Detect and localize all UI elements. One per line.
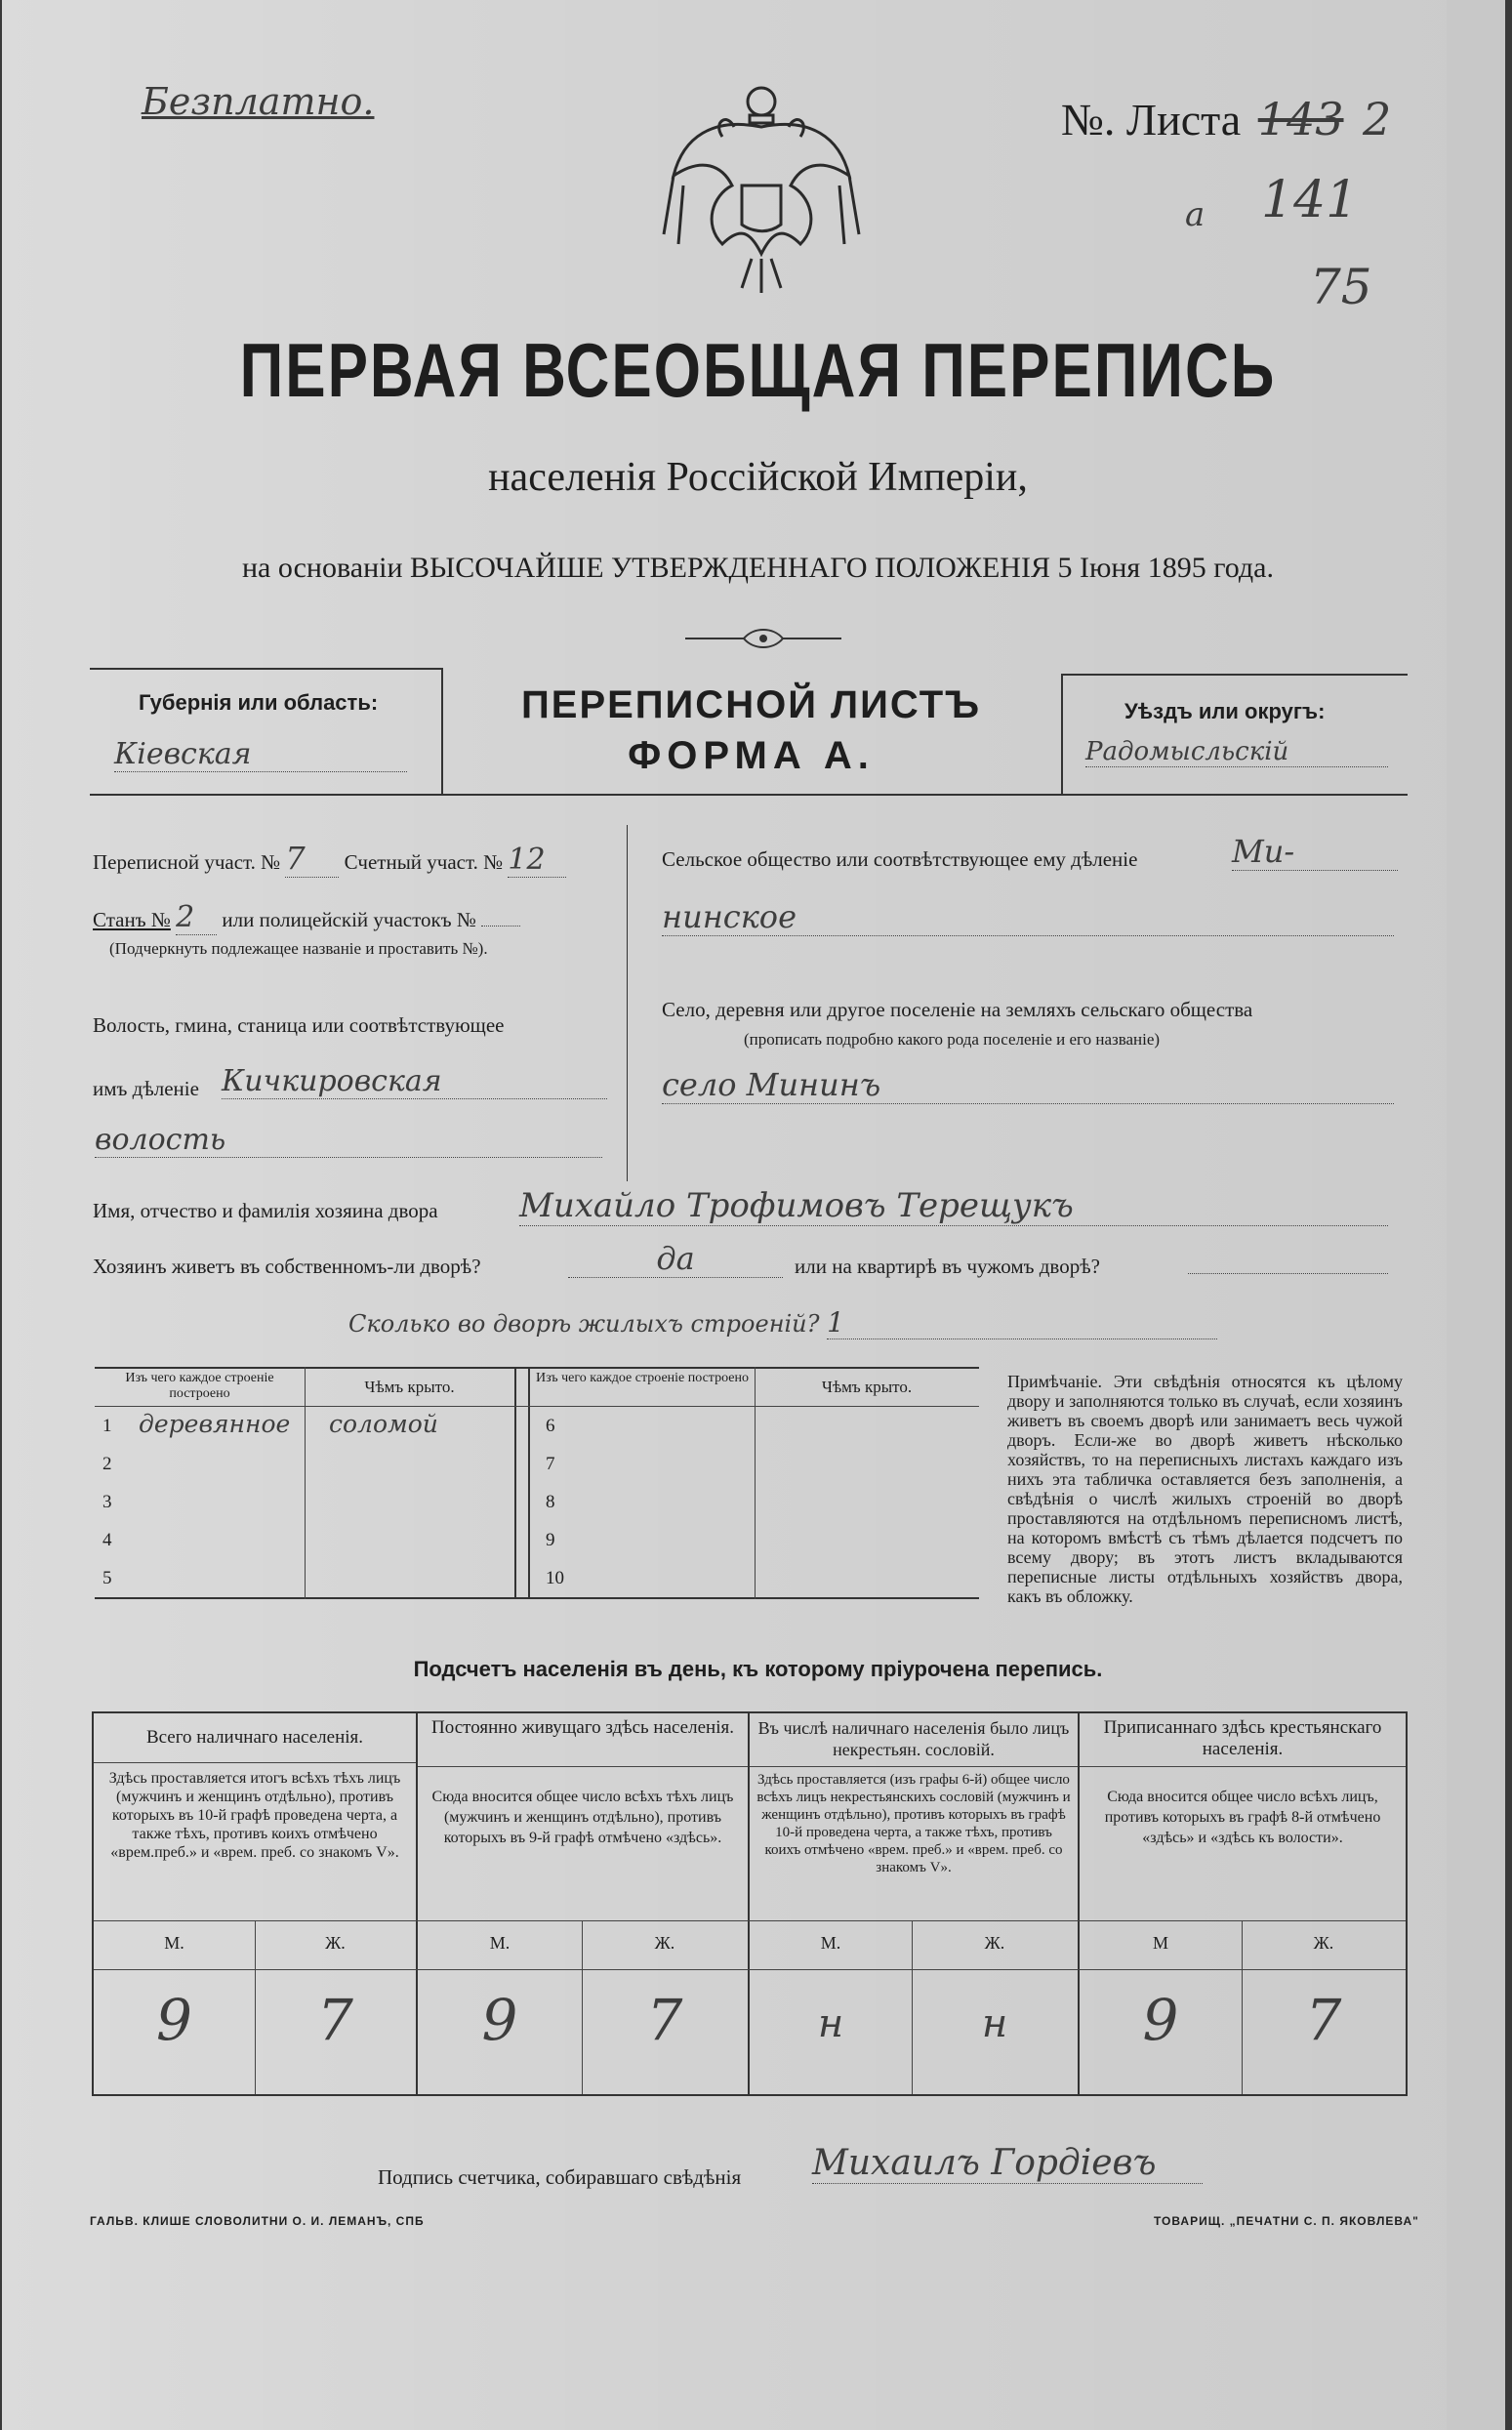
village-label: Село, деревня или другое поселеніе на земляхъ сельскаго общества: [662, 998, 1253, 1021]
col-roof-right: Чѣмъ крыто.: [821, 1378, 913, 1396]
sheet-number: [1061, 93, 1391, 145]
volost-label-1: Волость, гмина, станица или соотвѣтствующее: [93, 1013, 505, 1037]
population-title: Подсчетъ населенія въ день, къ которому пріурочена перепись.: [413, 1657, 1103, 1681]
male-label: М: [1152, 1933, 1168, 1953]
gubernia-label: Губернія или область:: [139, 690, 379, 715]
nonpeasant-female-value: н: [981, 2001, 1008, 2046]
population-table: [92, 1711, 1408, 2096]
rent-label: или на квартирѣ въ чужомъ дворѣ?: [795, 1255, 1100, 1278]
table-row: 8: [546, 1492, 555, 1512]
female-label: Ж.: [325, 1933, 346, 1953]
table-row: 2: [102, 1454, 112, 1474]
registered-female-value: 7: [1305, 1987, 1342, 2053]
table-row: 10: [546, 1568, 564, 1588]
rule: [1061, 674, 1063, 796]
corner-note-bottom: 75: [1310, 259, 1372, 315]
population-col-nonpeasant: [750, 1713, 1078, 1880]
nonpeasant-male-value: н: [817, 2001, 844, 2046]
male-label: М.: [820, 1933, 841, 1953]
population-col-desc: Здѣсь проставляется итогъ всѣхъ тѣхъ лицъ (мужчинъ и женщинъ отдѣльно), противъ которыхъ въ 10-й графѣ проведена черта, а также тѣхъ, противъ коихъ отмѣчено «врем.преб.» и «врем. преб. со знакомъ V».: [108, 1770, 401, 1861]
sheet-number-value: 2: [1363, 93, 1392, 145]
table-row: 7: [546, 1454, 555, 1474]
free-label: Безплатно.: [142, 80, 375, 123]
form-heading: ПЕРЕПИСНОЙ ЛИСТЪ: [521, 683, 981, 726]
table-row: 3: [102, 1492, 112, 1512]
stan-value: 2: [176, 900, 217, 935]
owner-value: Михайло Трофимовъ Терещукъ: [519, 1186, 1388, 1226]
population-col-head: Приписаннаго здѣсь крестьянскаго населенія.: [1080, 1713, 1406, 1767]
count-section-value: 12: [508, 843, 566, 878]
rule: [90, 794, 1408, 796]
population-col-desc: Сюда вносится общее число всѣхъ лицъ, противъ которыхъ въ графѣ 8-й отмѣчено «здѣсь» и «здѣсь къ волости».: [1104, 1789, 1381, 1846]
society-label: Сельское общество или соотвѣтствующее ему дѣленіе: [662, 847, 1138, 871]
census-section-field: [93, 840, 566, 878]
permanent-female-value: 7: [646, 1987, 683, 2053]
permanent-male-value: 9: [481, 1987, 518, 2053]
village-note: (прописать подробно какого рода поселеніе и его названіе): [744, 1030, 1161, 1049]
population-col-permanent: [418, 1713, 748, 1868]
col-material-right: Изъ чего каждое строеніе построено: [536, 1371, 749, 1385]
population-col-head: Постоянно живущаго здѣсь населенія.: [418, 1713, 748, 1767]
society-value-1: Ми-: [1232, 833, 1398, 871]
buildings-value: 1: [827, 1306, 1217, 1339]
note-text: Примѣчаніе. Эти свѣдѣнія относятся къ цѣлому двору и заполняются только въ случаѣ, если хозяинъ живетъ въ своемъ дворѣ или занимаетъ весь чужой дворъ. Если-же во дворѣ живетъ нѣсколько хозяйствъ, то на переписныхъ листахъ каждаго изъ нихъ эта табличка оставляется безъ заполненія, а свѣдѣнія о числѣ жилыхъ строеній во дворѣ проставляются на отдѣльномъ переписномъ листѣ, на которомъ вмѣстѣ съ тѣмъ дѣлается подсчетъ по всему двору; въ этотъ листъ вкладываются переписные листы отдѣльныхъ хозяйствъ двора, какъ въ обложку.: [1007, 1372, 1403, 1606]
census-section-label: Переписной участ. №: [93, 850, 281, 874]
census-sheet: [2, 0, 1505, 2430]
buildings-rows-left: [95, 1408, 514, 1598]
ornament-divider-icon: [685, 627, 841, 650]
table-row: 6: [546, 1416, 555, 1436]
stan-field: [93, 900, 520, 935]
table-row: 1 деревянное соломой: [102, 1410, 438, 1438]
rule: [90, 668, 441, 670]
owner-label: Имя, отчество и фамилія хозяина двора: [93, 1199, 438, 1222]
population-col-desc: Здѣсь проставляется (изъ графы 6-й) общее число всѣхъ лицъ некрестьянскихъ сословій (мужчинъ и женщинъ отдѣльно), противъ которыхъ въ графѣ 10-й проведена черта, а также тѣхъ, противъ коихъ отмѣчено «врем. преб.» и «врем. преб. со знакомъ V».: [756, 1772, 1071, 1875]
total-female-value: 7: [317, 1987, 353, 2053]
col-material-left: Изъ чего каждое строеніе построено: [125, 1371, 274, 1401]
buildings-label: Сколько во дворѣ жилыхъ строеній?: [348, 1310, 820, 1338]
buildings-table: [95, 1367, 979, 1599]
count-section-label: Счетный участ. №: [344, 850, 504, 874]
volost-value-2: волость: [95, 1123, 602, 1158]
registered-male-value: 9: [1142, 1987, 1179, 2053]
buildings-field: [348, 1306, 1217, 1339]
total-male-value: 9: [156, 1987, 192, 2053]
buildings-rows-right: [530, 1408, 979, 1598]
uezd-label: Уѣздъ или округъ:: [1124, 699, 1326, 723]
population-col-desc: Сюда вносится общее число всѣхъ тѣхъ лицъ (мужчинъ и женщинъ отдѣльно), противъ которыхъ въ 9-й графѣ отмѣчено «здѣсь».: [431, 1789, 734, 1846]
male-label: М.: [164, 1933, 184, 1953]
double-headed-eagle-icon: [654, 78, 869, 303]
table-row: 4: [102, 1530, 112, 1550]
page-title: ПЕРВАЯ ВСЕОБЩАЯ ПЕРЕПИСЬ: [239, 329, 1277, 414]
rent-value: [1188, 1269, 1388, 1274]
stan-note: (Подчеркнуть подлежащее названіе и проставить №).: [109, 939, 488, 958]
corner-note-a: а: [1185, 195, 1206, 234]
male-label: М.: [489, 1933, 511, 1953]
form-type: ФОРМА А.: [628, 734, 875, 777]
volost-value-1: Кичкировская: [222, 1064, 607, 1099]
own-yard-value: да: [568, 1240, 783, 1278]
table-row: 9: [546, 1530, 555, 1550]
population-col-head: Всего наличнаго населенія.: [94, 1713, 416, 1763]
female-label: Ж.: [1313, 1933, 1334, 1953]
population-col-total: [94, 1713, 416, 1868]
village-value: село Мининъ: [662, 1066, 1394, 1104]
sheet-number-label: №. Листа: [1061, 95, 1242, 144]
col-roof-left: Чѣмъ крыто.: [364, 1378, 455, 1396]
volost-label-2: имъ дѣленіе: [93, 1077, 199, 1100]
table-row: 5: [102, 1568, 112, 1588]
population-col-registered: [1080, 1713, 1406, 1868]
printer-right: ТОВАРИЩ. „ПЕЧАТНИ С. П. ЯКОВЛЕВА": [1154, 2214, 1419, 2228]
female-label: Ж.: [984, 1933, 1005, 1953]
society-value-2: нинское: [662, 898, 1394, 936]
signature-label: Подпись счетчика, собиравшаго свѣдѣнія: [378, 2165, 742, 2189]
stan-label: Станъ №: [93, 908, 171, 931]
police-label: или полицейскій участокъ №: [222, 908, 476, 931]
own-yard-label: Хозяинъ живетъ въ собственномъ-ли дворѣ?: [93, 1255, 481, 1278]
page-basis: на основаніи ВЫСОЧАЙШЕ УТВЕРЖДЕННАГО ПОЛОЖЕНІЯ 5 Іюня 1895 года.: [242, 552, 1274, 584]
signature-value: Михаилъ Гордіевъ: [812, 2143, 1203, 2184]
gubernia-value: Кіевская: [114, 737, 407, 772]
sheet-number-crossed: 143: [1257, 93, 1344, 145]
female-label: Ж.: [654, 1933, 675, 1953]
rule: [1061, 674, 1408, 676]
page-subtitle: населенія Россійской Имперіи,: [488, 455, 1028, 500]
rule: [627, 825, 628, 1181]
corner-note-top: 141: [1261, 171, 1359, 229]
printer-left: ГАЛЬВ. КЛИШЕ СЛОВОЛИТНИ О. И. ЛЕМАНЪ, СПБ: [90, 2214, 425, 2228]
population-col-head: Въ числѣ наличнаго населенія было лицъ некрестьян. сословій.: [750, 1713, 1078, 1767]
uezd-value: Радомысльскій: [1085, 737, 1388, 767]
census-section-value: 7: [285, 840, 339, 878]
